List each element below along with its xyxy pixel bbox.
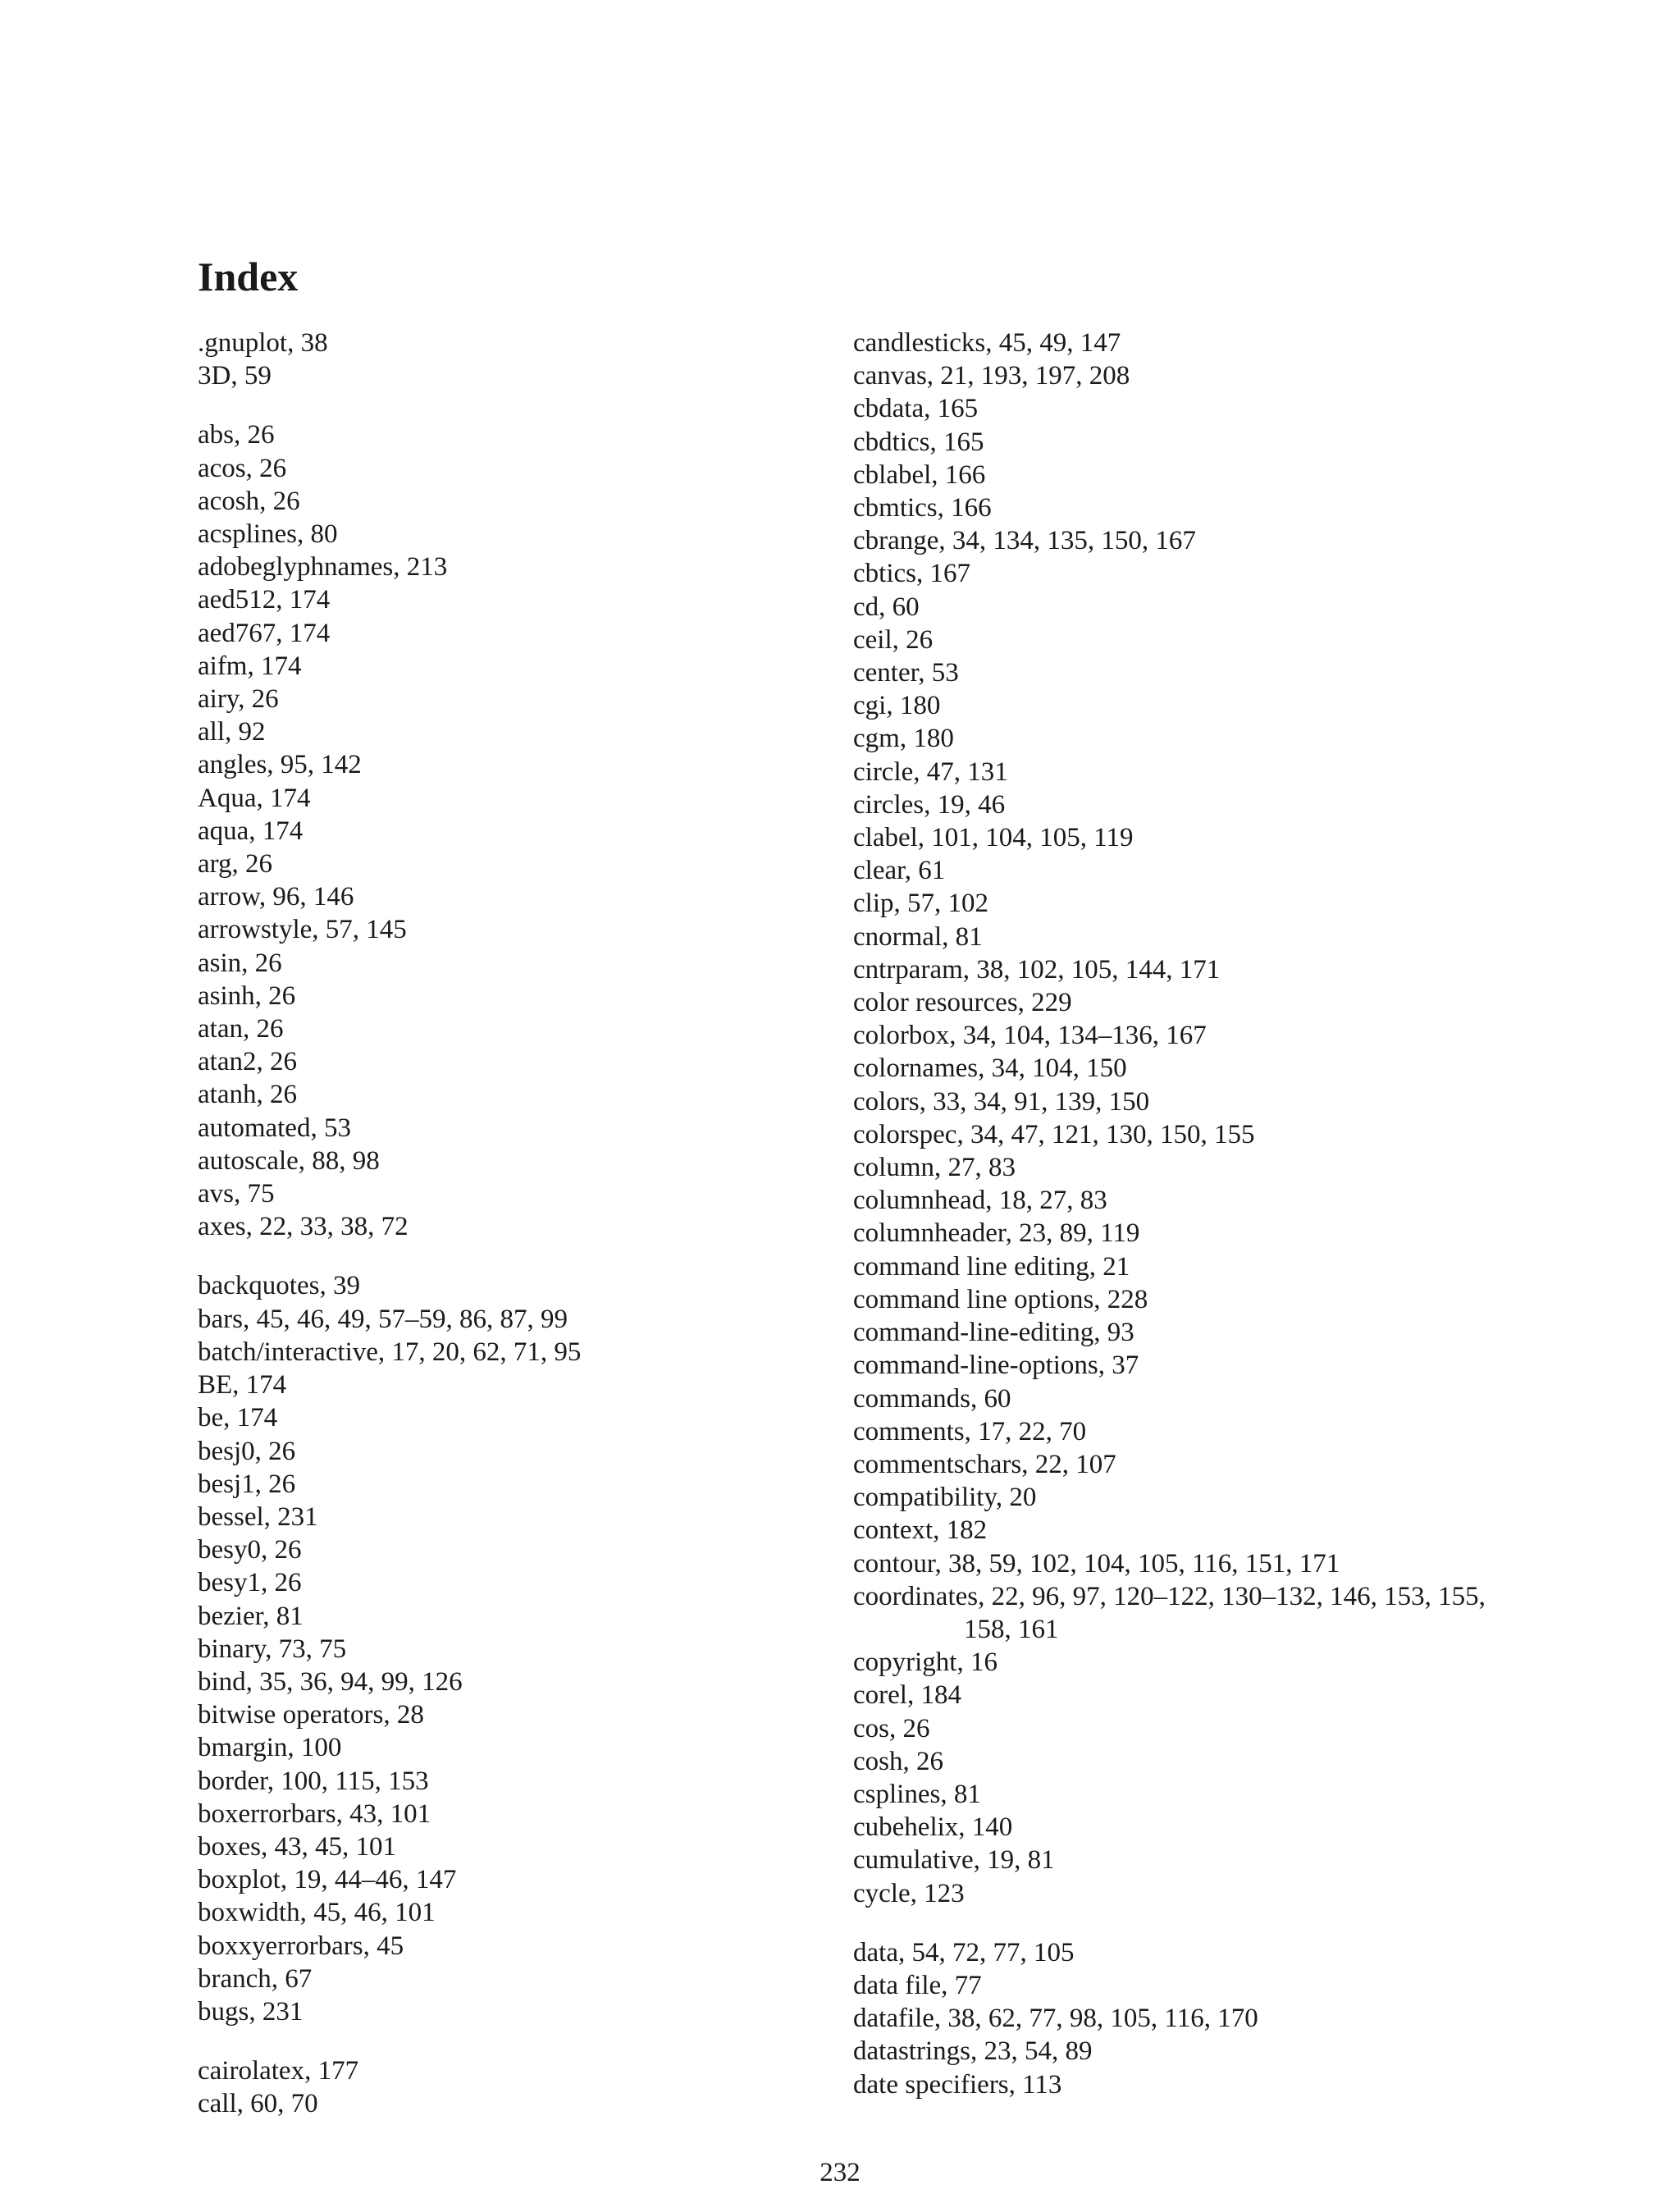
index-column-right xyxy=(853,327,1493,2101)
index-entry: csplines, 81 xyxy=(853,1779,981,1809)
index-entry: boxplot, 19, 44–46, 147 xyxy=(198,1865,457,1895)
index-entry: center, 53 xyxy=(853,658,959,688)
page-title: Index xyxy=(198,254,299,299)
index-entry: clear, 61 xyxy=(853,856,946,886)
index-entry: cycle, 123 xyxy=(853,1878,965,1908)
index-entry: color resources, 229 xyxy=(853,988,1072,1018)
index-entry: clip, 57, 102 xyxy=(853,889,988,919)
index-entry: acosh, 26 xyxy=(198,486,300,516)
index-letter-group xyxy=(198,418,821,1243)
index-entry: cgm, 180 xyxy=(853,724,954,754)
index-entry: cumulative, 19, 81 xyxy=(853,1845,1055,1876)
index-entry: cbmtics, 166 xyxy=(853,493,992,523)
index-entry: 3D, 59 xyxy=(198,361,272,391)
index-entry: atan2, 26 xyxy=(198,1047,297,1077)
index-entry: contour, 38, 59, 102, 104, 105, 116, 151, 171 xyxy=(853,1548,1340,1579)
index-entry: airy, 26 xyxy=(198,684,279,715)
index-entry: cntrparam, 38, 102, 105, 144, 171 xyxy=(853,954,1221,985)
index-entry: data file, 77 xyxy=(853,1970,982,2000)
index-entry: bind, 35, 36, 94, 99, 126 xyxy=(198,1666,463,1697)
index-entry: aqua, 174 xyxy=(198,816,304,846)
index-entry: besj0, 26 xyxy=(198,1436,296,1466)
index-letter-group xyxy=(853,327,1493,1910)
index-entry: compatibility, 20 xyxy=(853,1483,1037,1513)
index-entry: besy0, 26 xyxy=(198,1535,302,1565)
index-entry: besj1, 26 xyxy=(198,1469,296,1499)
index-entry: command-line-editing, 93 xyxy=(853,1318,1134,1348)
index-entry: command-line-options, 37 xyxy=(853,1350,1139,1381)
index-entry: command line options, 228 xyxy=(853,1284,1148,1314)
index-entry: canvas, 21, 193, 197, 208 xyxy=(853,361,1130,391)
index-entry: aifm, 174 xyxy=(198,651,302,681)
index-entry: commands, 60 xyxy=(853,1383,1011,1414)
index-entry: atanh, 26 xyxy=(198,1080,297,1110)
index-entry: bessel, 231 xyxy=(198,1501,318,1532)
index-entry: circles, 19, 46 xyxy=(853,789,1006,820)
index-entry: automated, 53 xyxy=(198,1113,351,1143)
index-entry: bitwise operators, 28 xyxy=(198,1700,424,1730)
index-entry: bmargin, 100 xyxy=(198,1733,342,1763)
index-entry: arrow, 96, 146 xyxy=(198,882,354,912)
index-letter-group xyxy=(198,2054,821,2120)
index-entry: .gnuplot, 38 xyxy=(198,328,328,358)
index-entry: boxwidth, 45, 46, 101 xyxy=(198,1898,436,1928)
index-entry: acsplines, 80 xyxy=(198,519,338,550)
index-entry: aed767, 174 xyxy=(198,618,331,648)
index-entry: cairolatex, 177 xyxy=(198,2056,359,2086)
index-entry: cgi, 180 xyxy=(853,691,941,721)
index-letter-group xyxy=(853,1936,1493,2101)
index-entry: cbrange, 34, 134, 135, 150, 167 xyxy=(853,526,1196,556)
index-entry: columnhead, 18, 27, 83 xyxy=(853,1186,1107,1216)
index-entry: cblabel, 166 xyxy=(853,459,986,490)
index-entry: all, 92 xyxy=(198,717,266,747)
index-entry: colornames, 34, 104, 150 xyxy=(853,1053,1127,1084)
index-entry: coordinates, 22, 96, 97, 120–122, 130–132, 146, 153, 155, 158, 161 xyxy=(853,1581,1486,1644)
index-entry: copyright, 16 xyxy=(853,1647,998,1678)
index-entry: cbdtics, 165 xyxy=(853,427,984,457)
index-entry: cbdata, 165 xyxy=(853,394,979,424)
index-entry: border, 100, 115, 153 xyxy=(198,1766,429,1796)
index-entry: ceil, 26 xyxy=(853,624,934,655)
index-entry: cos, 26 xyxy=(853,1713,930,1743)
index-entry: cubehelix, 140 xyxy=(853,1812,1013,1843)
index-entry: corel, 184 xyxy=(853,1680,961,1711)
index-entry: aed512, 174 xyxy=(198,585,331,615)
index-entry: datastrings, 23, 54, 89 xyxy=(853,2036,1093,2067)
index-entry: be, 174 xyxy=(198,1403,278,1433)
index-entry: columnheader, 23, 89, 119 xyxy=(853,1218,1140,1249)
index-entry: backquotes, 39 xyxy=(198,1271,360,1301)
index-column-left xyxy=(198,327,821,2121)
index-entry: acos, 26 xyxy=(198,453,287,483)
index-entry: batch/interactive, 17, 20, 62, 71, 95 xyxy=(198,1337,582,1367)
index-entry: branch, 67 xyxy=(198,1963,313,1994)
index-entry: colors, 33, 34, 91, 139, 150 xyxy=(853,1086,1150,1117)
index-entry: angles, 95, 142 xyxy=(198,750,362,780)
index-entry: circle, 47, 131 xyxy=(853,756,1008,787)
index-entry: binary, 73, 75 xyxy=(198,1634,347,1664)
page-number: 232 xyxy=(819,2158,861,2187)
index-entry: autoscale, 88, 98 xyxy=(198,1145,380,1176)
index-entry: arrowstyle, 57, 145 xyxy=(198,915,407,945)
index-entry: cbtics, 167 xyxy=(853,559,970,589)
index-entry: clabel, 101, 104, 105, 119 xyxy=(853,823,1134,853)
index-entry: asinh, 26 xyxy=(198,980,296,1011)
index-entry: cnormal, 81 xyxy=(853,921,983,952)
index-entry: axes, 22, 33, 38, 72 xyxy=(198,1212,409,1242)
index-entry: bezier, 81 xyxy=(198,1601,304,1631)
index-entry: bugs, 231 xyxy=(198,1996,304,2027)
index-entry: besy1, 26 xyxy=(198,1568,302,1598)
index-entry: BE, 174 xyxy=(198,1370,287,1401)
index-entry: colorspec, 34, 47, 121, 130, 150, 155 xyxy=(853,1119,1255,1149)
index-entry: arg, 26 xyxy=(198,849,273,880)
index-entry: Aqua, 174 xyxy=(198,783,311,813)
index-entry: comments, 17, 22, 70 xyxy=(853,1416,1087,1446)
index-entry: cd, 60 xyxy=(853,592,920,622)
index-entry: boxxyerrorbars, 45 xyxy=(198,1931,404,1961)
index-entry: cosh, 26 xyxy=(853,1746,943,1776)
index-letter-group xyxy=(198,327,821,392)
index-entry: boxerrorbars, 43, 101 xyxy=(198,1798,431,1829)
index-entry: call, 60, 70 xyxy=(198,2089,318,2119)
index-entry: avs, 75 xyxy=(198,1179,275,1209)
index-entry: column, 27, 83 xyxy=(853,1153,1016,1183)
index-entry: data, 54, 72, 77, 105 xyxy=(853,1937,1075,1967)
index-entry: abs, 26 xyxy=(198,420,275,450)
index-entry: asin, 26 xyxy=(198,948,282,978)
index-entry: bars, 45, 46, 49, 57–59, 86, 87, 99 xyxy=(198,1304,568,1334)
index-entry: commentschars, 22, 107 xyxy=(853,1449,1116,1479)
index-entry: boxes, 43, 45, 101 xyxy=(198,1831,396,1862)
index-entry: command line editing, 21 xyxy=(853,1251,1130,1282)
index-entry: context, 182 xyxy=(853,1515,988,1546)
index-entry: date specifiers, 113 xyxy=(853,2069,1062,2100)
index-entry: atan, 26 xyxy=(198,1014,284,1044)
index-entry: datafile, 38, 62, 77, 98, 105, 116, 170 xyxy=(853,2004,1258,2034)
index-entry: colorbox, 34, 104, 134–136, 167 xyxy=(853,1021,1207,1051)
index-letter-group xyxy=(198,1269,821,2028)
index-entry: adobeglyphnames, 213 xyxy=(198,552,448,583)
index-entry: candlesticks, 45, 49, 147 xyxy=(853,328,1121,358)
